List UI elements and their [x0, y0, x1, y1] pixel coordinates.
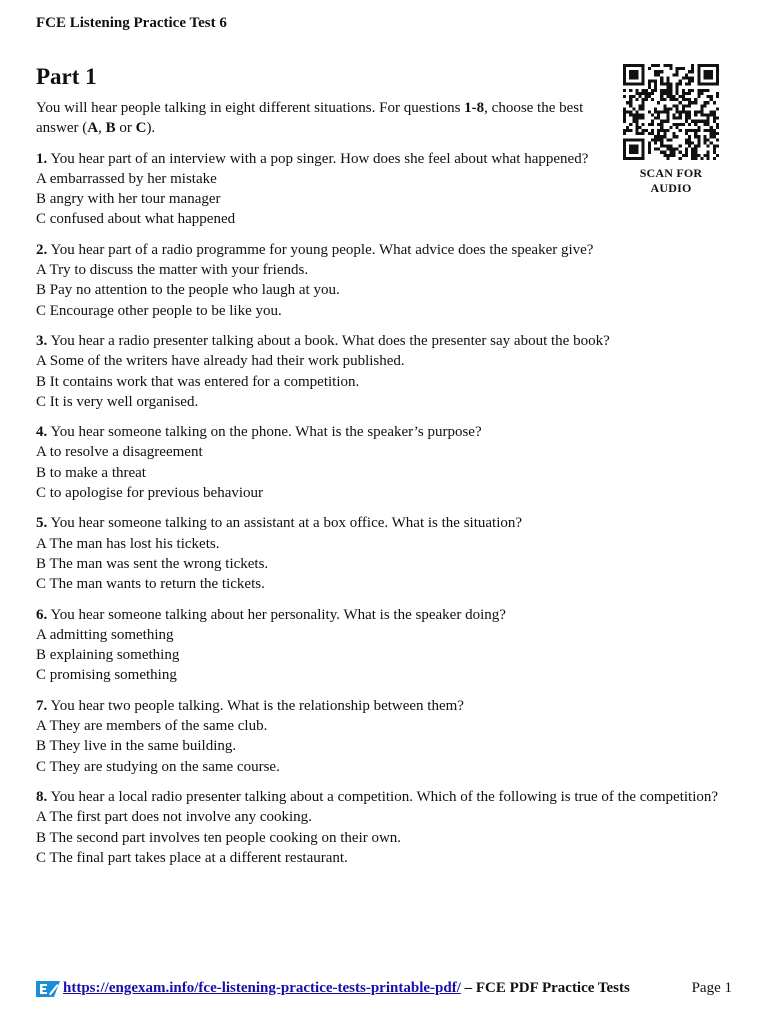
question-number: 6.	[36, 606, 48, 623]
question-4	[36, 422, 736, 503]
question-text: You hear someone talking on the phone. What is the speaker’s purpose?	[47, 424, 482, 441]
option-a: A embarrassed by her mistake	[36, 170, 217, 187]
document-title: FCE Listening Practice Test 6	[36, 15, 227, 31]
instructions-text: You will hear people talking in eight different situations. For questions	[36, 100, 465, 116]
question-stem	[36, 331, 736, 351]
page-number: Page 1	[691, 980, 732, 996]
option-b: B The second part involves ten people cooking on their own.	[36, 829, 402, 846]
option-b: B to make a threat	[36, 464, 146, 481]
instructions-text: ,	[98, 120, 106, 137]
instructions-text: or	[115, 120, 136, 137]
option-a: A admitting something	[36, 626, 174, 643]
option-c: C They are studying on the same course.	[36, 758, 280, 775]
question-text: You hear two people talking. What is the relationship between them?	[47, 697, 464, 714]
option-b: B angry with her tour manager	[36, 191, 221, 208]
question-stem	[36, 787, 736, 807]
main-content	[36, 98, 736, 878]
question-text: You hear someone talking to an assistant at a box office. What is the situation?	[47, 515, 523, 532]
option-c: C promising something	[36, 667, 177, 684]
question-text: You hear a local radio presenter talking about a competition. Which of the following is true of the competition?	[47, 788, 719, 805]
question-number: 3.	[36, 332, 48, 349]
instructions-text: , choose the best answer (	[36, 100, 584, 137]
question-text: You hear part of an interview with a pop singer. How does she feel about what happened?	[47, 150, 589, 167]
question-text: You hear someone talking about her personality. What is the speaker doing?	[47, 606, 506, 623]
qr-caption: SCAN FOR AUDIO	[639, 166, 703, 195]
question-number: 7.	[36, 697, 48, 714]
part-title: Part 1	[36, 64, 97, 89]
question-number: 4.	[36, 424, 48, 441]
question-7	[36, 696, 736, 777]
question-8	[36, 787, 736, 868]
option-c: C The final part takes place at a different restaurant.	[36, 849, 348, 866]
instructions-text: ).	[146, 120, 156, 137]
question-stem	[36, 240, 736, 260]
question-stem	[36, 422, 736, 442]
option-c: C It is very well organised.	[36, 393, 199, 410]
option-a: A The man has lost his tickets.	[36, 535, 220, 552]
option-c: C The man wants to return the tickets.	[36, 576, 265, 593]
question-text: You hear part of a radio programme for young people. What advice does the speaker give?	[47, 241, 594, 258]
question-stem	[36, 149, 736, 169]
option-b: B They live in the same building.	[36, 738, 237, 755]
option-b: B The man was sent the wrong tickets.	[36, 555, 269, 572]
question-6	[36, 605, 736, 686]
answer-letter-c: C	[135, 120, 147, 137]
answer-letter-b: B	[105, 120, 116, 137]
option-a: A They are members of the same club.	[36, 718, 268, 735]
page-footer	[36, 980, 736, 1000]
option-a: A The first part does not involve any cooking.	[36, 809, 312, 826]
question-2	[36, 240, 736, 321]
question-number: 2.	[36, 241, 48, 258]
footer-link[interactable]: https://engexam.info/fce-listening-practice-tests-printable-pdf/	[63, 980, 461, 996]
option-a: A Some of the writers have already had their work published.	[36, 353, 405, 370]
question-range: 1-8	[464, 100, 485, 116]
option-b: B It contains work that was entered for a competition.	[36, 373, 360, 390]
option-a: A Try to discuss the matter with your friends.	[36, 262, 309, 279]
option-b: B Pay no attention to the people who laugh at you.	[36, 282, 340, 299]
question-5	[36, 513, 736, 594]
question-3	[36, 331, 736, 412]
question-text: You hear a radio presenter talking about a book. What does the presenter say about the book?	[47, 332, 610, 349]
question-number: 8.	[36, 788, 48, 805]
instructions	[36, 98, 596, 139]
option-c: C Encourage other people to be like you.	[36, 302, 282, 319]
option-a: A to resolve a disagreement	[36, 444, 203, 461]
option-c: C confused about what happened	[36, 211, 236, 228]
engexam-logo-icon	[36, 981, 60, 997]
answer-letter-a: A	[87, 120, 99, 137]
question-number: 5.	[36, 515, 48, 532]
question-1	[36, 149, 736, 230]
option-c: C to apologise for previous behaviour	[36, 485, 264, 502]
question-stem	[36, 696, 736, 716]
footer-text	[63, 980, 630, 997]
question-stem	[36, 513, 736, 533]
question-number: 1.	[36, 150, 48, 167]
option-b: B explaining something	[36, 647, 180, 664]
question-stem	[36, 605, 736, 625]
footer-suffix: – FCE PDF Practice Tests	[460, 980, 630, 996]
